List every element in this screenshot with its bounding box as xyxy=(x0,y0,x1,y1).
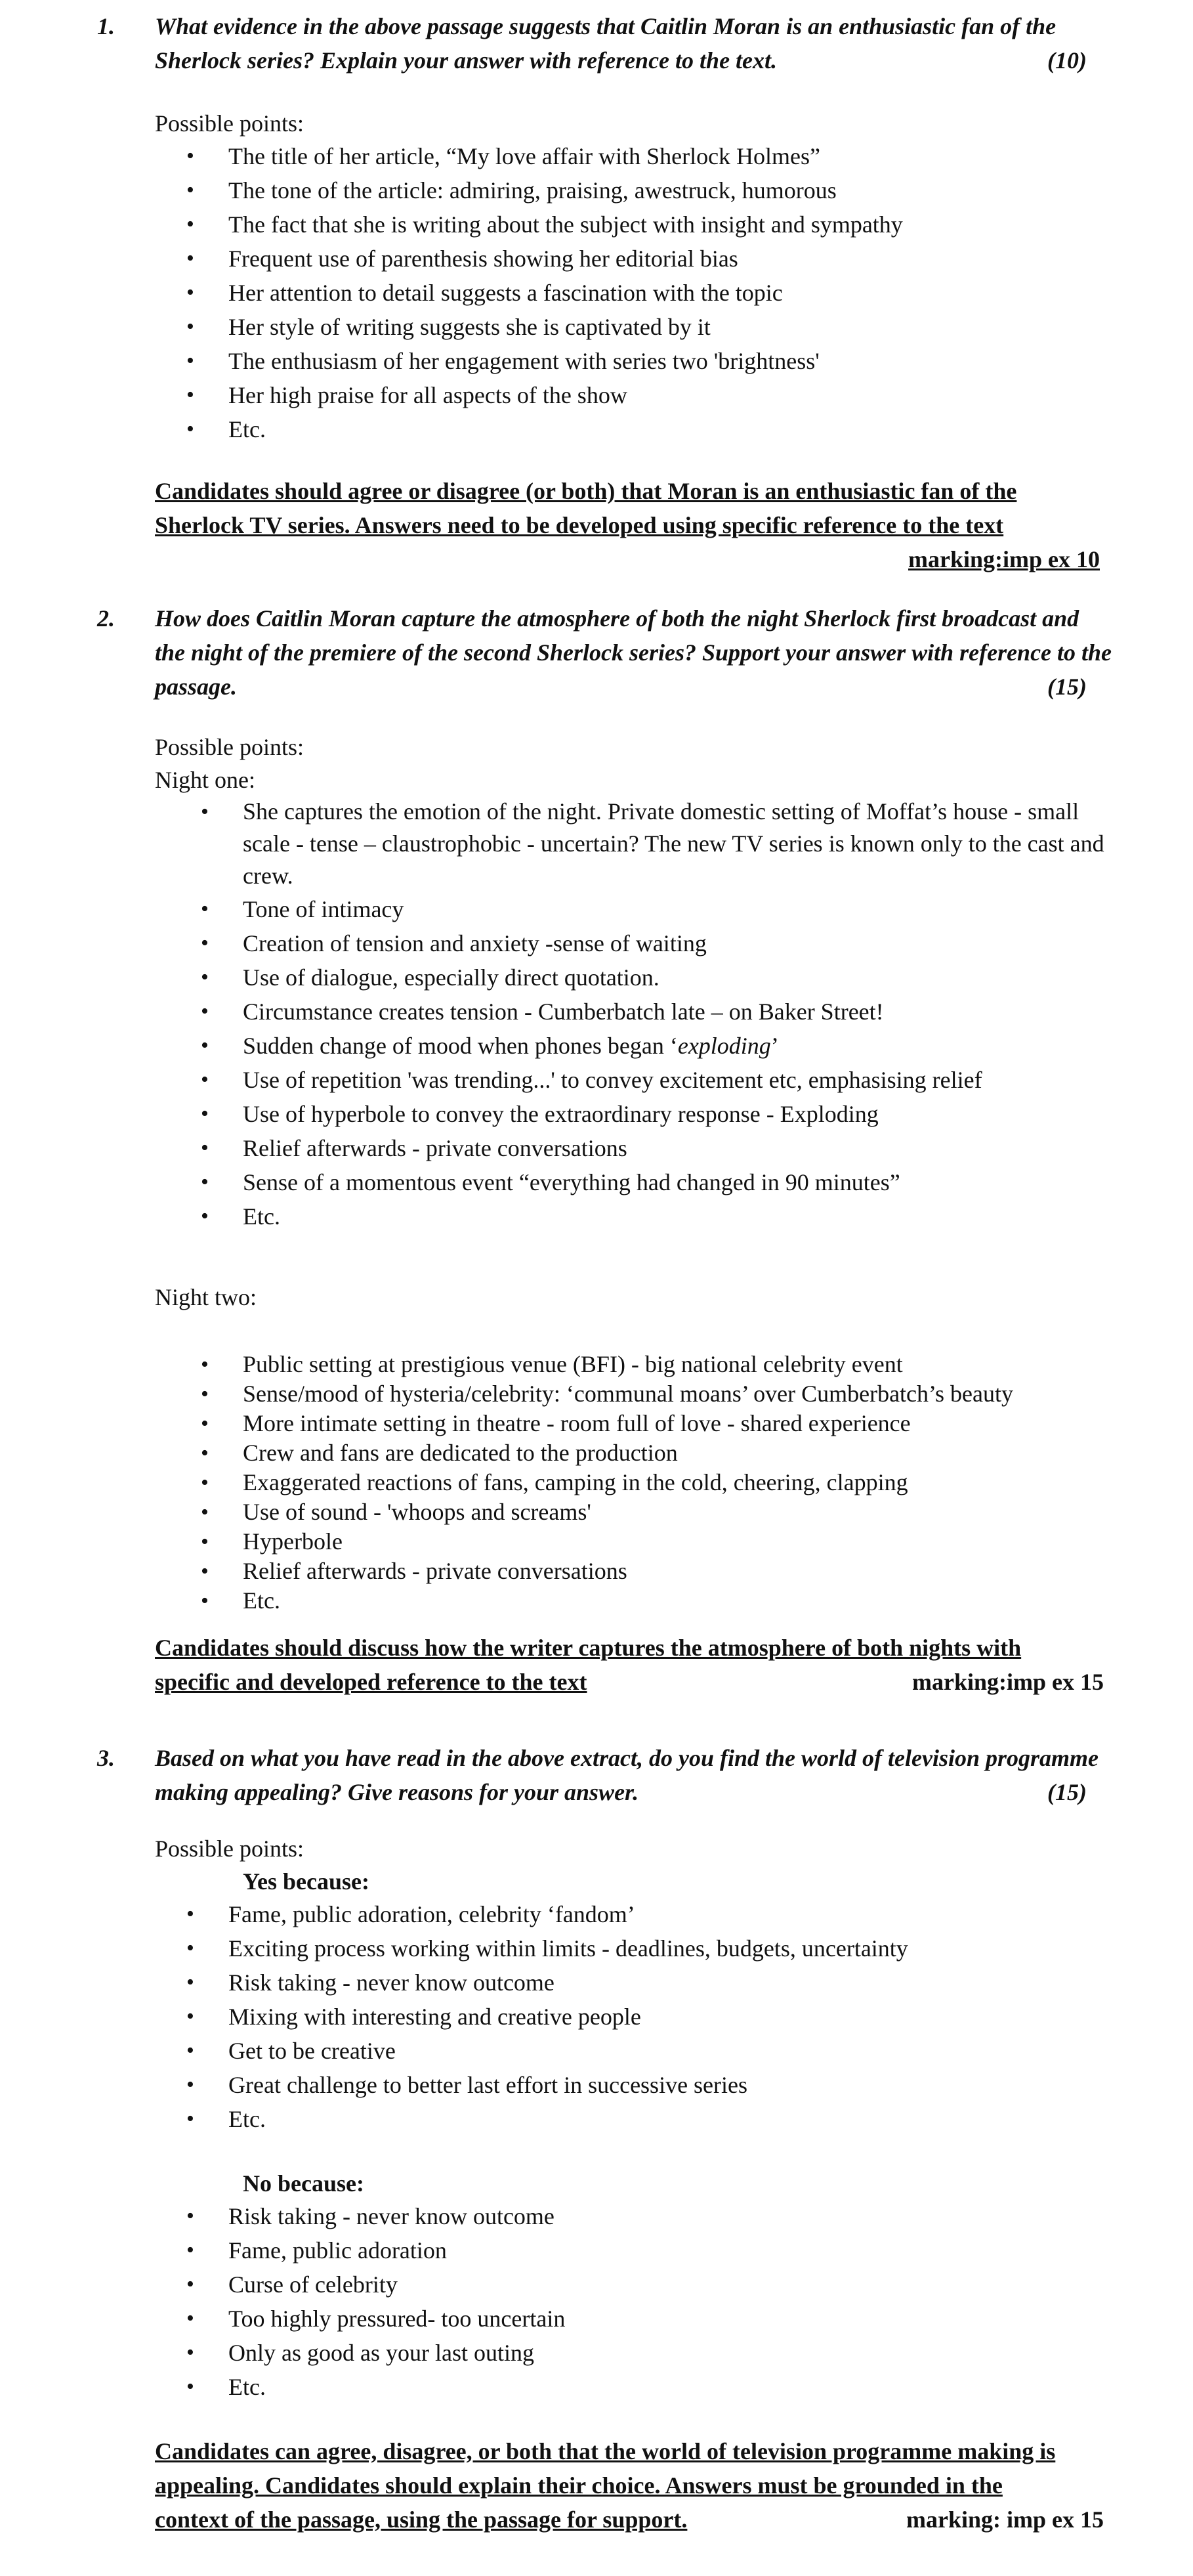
list-item: • Tone of intimacy xyxy=(243,892,1116,926)
question-number: 3. xyxy=(97,1745,115,1771)
q1-points-list xyxy=(228,139,1121,446)
possible-points-label: Possible points: xyxy=(155,1835,304,1862)
note-line: Sherlock TV series. Answers need to be developed using specific reference to the text xyxy=(155,512,1004,538)
list-item: • Creation of tension and anxiety -sense of waiting xyxy=(243,926,1116,960)
list-item: • The tone of the article: admiring, praising, awestruck, humorous xyxy=(228,173,1121,207)
question-prompt: What evidence in the above passage suggests that Caitlin Moran is an enthusiastic fan of the Sherlock series? Explain your answer with reference to the text. xyxy=(155,13,1057,74)
note-line-text: specific and developed reference to the text xyxy=(155,1669,587,1695)
list-item: • Too highly pressured- too uncertain xyxy=(228,2302,1121,2336)
night-one-points-list xyxy=(243,796,1116,1234)
list-item: • Hyperbole xyxy=(243,1527,1116,1556)
list-item: • Use of repetition 'was trending...' to convey excitement etc, emphasising relief xyxy=(243,1063,1116,1097)
list-item xyxy=(243,796,1116,892)
list-item: • Her style of writing suggests she is captivated by it xyxy=(228,310,1121,344)
list-item: • Only as good as your last outing xyxy=(228,2336,1121,2370)
marking-code: marking:imp ex 15 xyxy=(912,1669,1104,1695)
question-marks: (10) xyxy=(1047,47,1087,74)
note-marking-line xyxy=(155,542,1100,576)
q1-marking-note xyxy=(155,474,1100,576)
possible-points-label: Possible points: xyxy=(155,110,304,137)
question-1 xyxy=(97,9,1121,81)
question-prompt: How does Caitlin Moran capture the atmosphere of both the night Sherlock first broadcast and the night of the premiere of the second Sherlock series? Support your answer with reference to the passage. xyxy=(155,605,1112,700)
no-because-label: No because: xyxy=(243,2170,364,2197)
list-item: • Mixing with interesting and creative people xyxy=(228,2000,1121,2034)
list-item: • Use of hyperbole to convey the extraordinary response - Exploding xyxy=(243,1097,1116,1131)
list-item: • Sense/mood of hysteria/celebrity: ‘communal moans’ over Cumberbatch’s beauty xyxy=(243,1379,1116,1409)
list-item: • Etc. xyxy=(228,2370,1121,2404)
q3-marking-note xyxy=(155,2434,1104,2537)
list-item: • Crew and fans are dedicated to the production xyxy=(243,1438,1116,1468)
list-item: • The fact that she is writing about the subject with insight and sympathy xyxy=(228,207,1121,242)
list-item xyxy=(243,1029,1116,1063)
note-line-text: context of the passage, using the passage for support. xyxy=(155,2506,688,2533)
list-item: • The enthusiasm of her engagement with series two 'brightness' xyxy=(228,344,1121,378)
list-item: • Sense of a momentous event “everything had changed in 90 minutes” xyxy=(243,1165,1116,1199)
list-item-text: She captures the emotion of the night. Private domestic setting of Moffat’s house - small scale - tense – claustrophobic - uncertain? The new TV series is known only to the cast and crew. xyxy=(243,798,1104,889)
question-text xyxy=(155,601,1113,704)
list-item: • Use of sound - 'whoops and screams' xyxy=(243,1497,1116,1527)
list-item: • Use of dialogue, especially direct quotation. xyxy=(243,960,1116,995)
list-item: • Fame, public adoration xyxy=(228,2233,1121,2267)
list-item: • Great challenge to better last effort in successive series xyxy=(228,2068,1121,2102)
list-item: • The title of her article, “My love affair with Sherlock Holmes” xyxy=(228,139,1121,173)
night-one-label: Night one: xyxy=(155,767,255,793)
question-2 xyxy=(97,601,1121,706)
list-item: • Her attention to detail suggests a fascination with the topic xyxy=(228,276,1121,310)
question-text xyxy=(155,1741,1113,1809)
list-item: • Etc. xyxy=(243,1199,1116,1234)
question-3 xyxy=(97,1741,1121,1813)
list-item: • Exaggerated reactions of fans, camping in the cold, cheering, clapping xyxy=(243,1468,1116,1497)
list-item: • Circumstance creates tension - Cumberbatch late – on Baker Street! xyxy=(243,995,1116,1029)
question-number: 2. xyxy=(97,605,115,632)
note-line xyxy=(155,1665,1104,1699)
no-points-list xyxy=(228,2199,1121,2404)
note-line: appealing. Candidates should explain their choice. Answers must be grounded in the xyxy=(155,2472,1003,2499)
yes-points-list xyxy=(228,1897,1121,2136)
list-item-text: Sudden change of mood when phones began ‘exploding’ xyxy=(243,1033,779,1059)
list-item: • Relief afterwards - private conversations xyxy=(243,1556,1116,1586)
list-item: • Relief afterwards - private conversations xyxy=(243,1131,1116,1165)
list-item: • Her high praise for all aspects of the show xyxy=(228,378,1121,412)
note-line: Candidates can agree, disagree, or both that the world of television programme making is xyxy=(155,2438,1056,2464)
question-marks: (15) xyxy=(1047,674,1087,700)
list-item: • Get to be creative xyxy=(228,2034,1121,2068)
list-item: • Curse of celebrity xyxy=(228,2267,1121,2302)
note-line: Candidates should discuss how the writer captures the atmosphere of both nights with xyxy=(155,1635,1022,1661)
night-two-label: Night two: xyxy=(155,1284,257,1310)
night-two-points-list xyxy=(243,1350,1116,1616)
list-item: • Etc. xyxy=(228,412,1121,446)
question-marks: (15) xyxy=(1047,1779,1087,1805)
question-text xyxy=(155,9,1113,77)
marking-code: marking: imp ex 15 xyxy=(906,2506,1104,2533)
question-number: 1. xyxy=(97,13,115,39)
list-item: • Frequent use of parenthesis showing her editorial bias xyxy=(228,242,1121,276)
possible-points-label: Possible points: xyxy=(155,734,304,760)
list-item: • More intimate setting in theatre - room full of love - shared experience xyxy=(243,1409,1116,1438)
q2-marking-note xyxy=(155,1631,1104,1699)
note-line: Candidates should agree or disagree (or both) that Moran is an enthusiastic fan of the xyxy=(155,478,1017,504)
list-item: • Fame, public adoration, celebrity ‘fandom’ xyxy=(228,1897,1121,1931)
emphasis-text: exploding xyxy=(677,1033,771,1059)
list-item: • Etc. xyxy=(243,1586,1116,1616)
list-item: • Etc. xyxy=(228,2102,1121,2136)
marking-code: marking:imp ex 10 xyxy=(908,546,1100,572)
list-item: • Public setting at prestigious venue (BFI) - big national celebrity event xyxy=(243,1350,1116,1379)
list-item: • Risk taking - never know outcome xyxy=(228,2199,1121,2233)
question-prompt: Based on what you have read in the above extract, do you find the world of television programme making appealing? Give reasons for your answer. xyxy=(155,1745,1099,1805)
yes-because-label: Yes because: xyxy=(243,1868,369,1895)
list-item: • Risk taking - never know outcome xyxy=(228,1965,1121,2000)
list-item: • Exciting process working within limits - deadlines, budgets, uncertainty xyxy=(228,1931,1121,1965)
note-line xyxy=(155,2502,1104,2537)
